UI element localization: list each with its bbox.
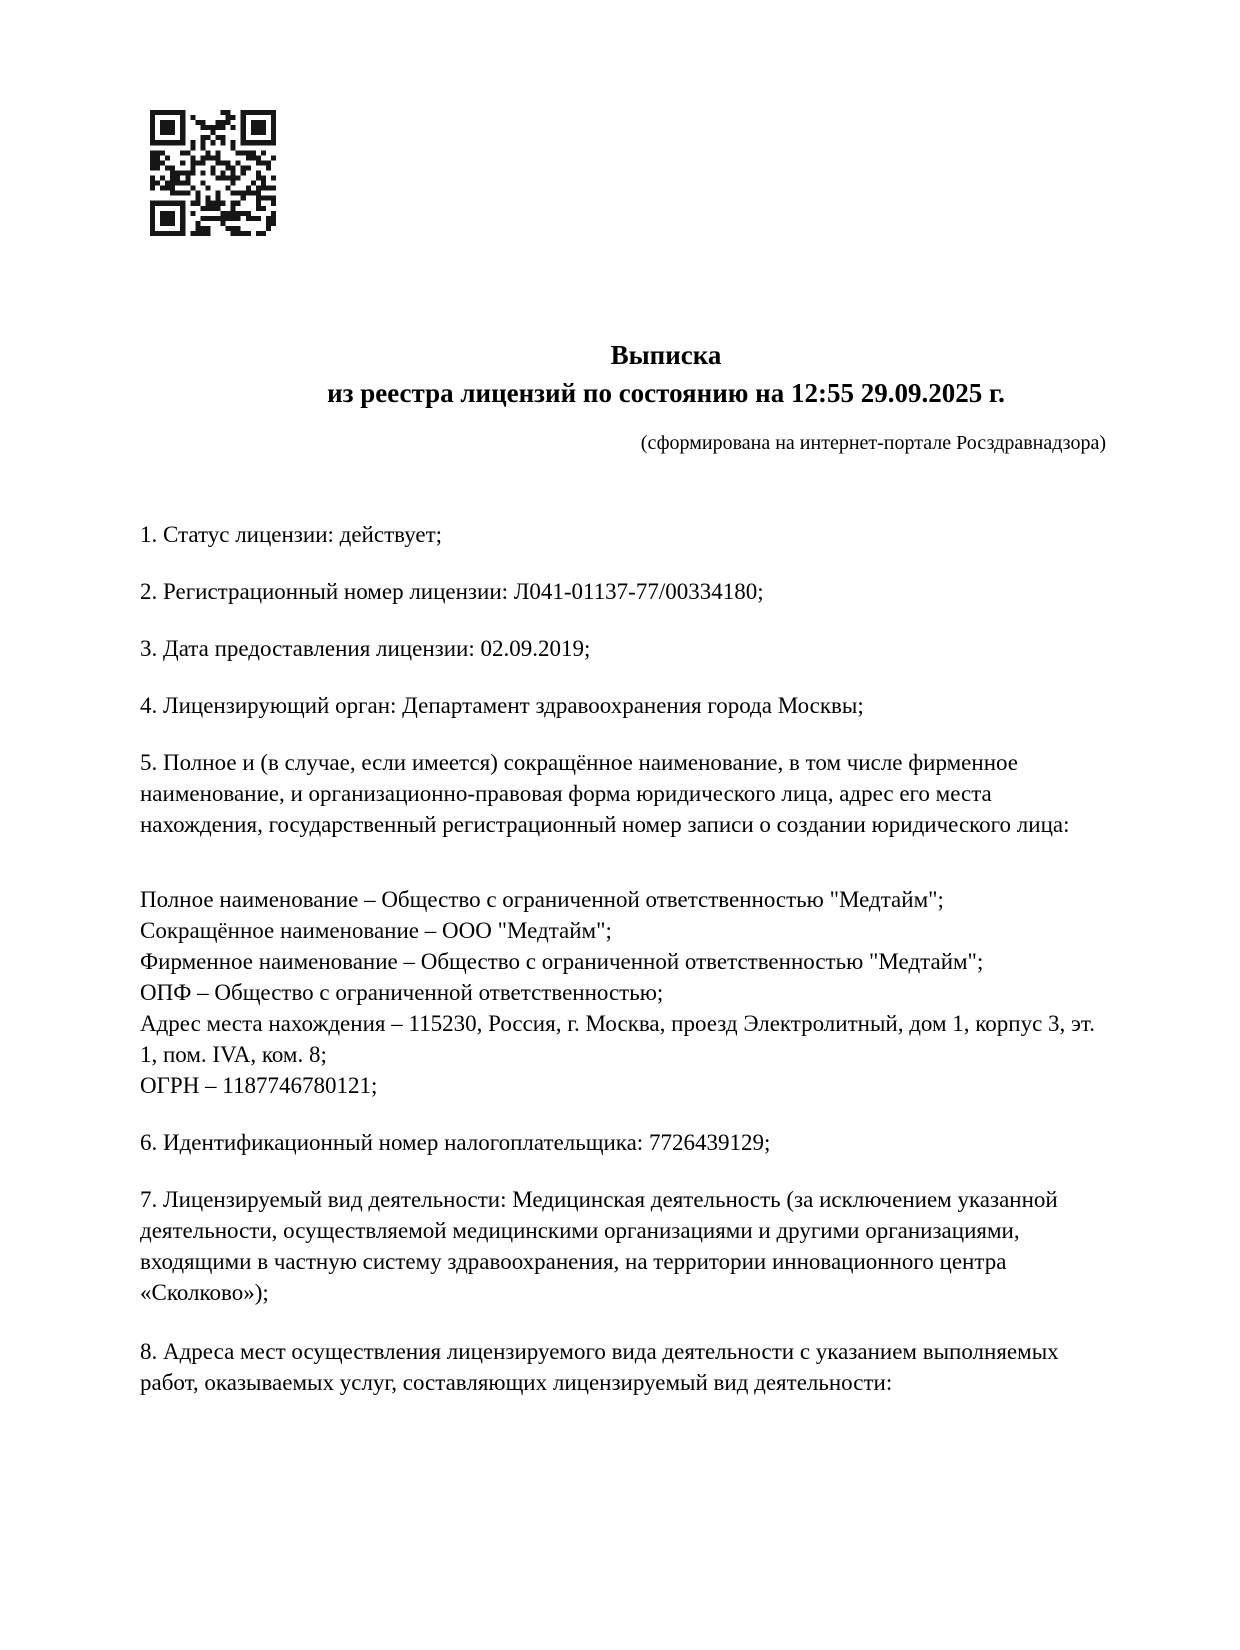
company-legal-form-line: ОПФ – Общество с ограниченной ответственностью;: [140, 980, 664, 1005]
company-brand-name-line: Фирменное наименование – Общество с ограниченной ответственностью "Медтайм";: [140, 949, 984, 974]
licensing-authority-line: 4. Лицензирующий орган: Департамент здравоохранения города Москвы;: [140, 693, 864, 718]
licensed-activity-paragraph: 7. Лицензируемый вид деятельности: Медицинская деятельность (за исключением указанной деятельности, осуществляемой медицинскими организациями и другими организациями, входящими в частную систему здравоохранения, на территории инновационного центра «Сколково»);: [140, 1187, 1058, 1305]
document-title-line1: Выписка: [610, 340, 722, 370]
activity-addresses-intro-paragraph: 8. Адреса мест осуществления лицензируемого вида деятельности с указанием выполняемых работ, оказываемых услуг, составляющих лицензируемый вид деятельности:: [140, 1339, 1059, 1395]
grant-date-line: 3. Дата предоставления лицензии: 02.09.2019;: [140, 636, 591, 661]
qr-code-icon: [150, 110, 276, 236]
document-title: [228, 336, 1104, 412]
company-ogrn-line: ОГРН – 1187746780121;: [140, 1073, 378, 1098]
document-subtitle: (сформирована на интернет-портале Росздравнадзора): [640, 432, 1106, 454]
company-address-line: Адрес места нахождения – 115230, Россия, г. Москва, проезд Электролитный, дом 1, корпус 3, эт. 1, пом. IVA, ком. 8;: [140, 1011, 1095, 1067]
company-details-block: [140, 884, 1108, 1101]
license-status-line: 1. Статус лицензии: действует;: [140, 522, 443, 547]
company-name-intro-paragraph: 5. Полное и (в случае, если имеется) сокращённое наименование, в том числе фирменное наименование, и организационно-правовая форма юридического лица, адрес его места нахождения, государственный регистрационный номер записи о создании юридического лица:: [140, 750, 1070, 837]
registration-number-line: 2. Регистрационный номер лицензии: Л041-01137-77/00334180;: [140, 579, 764, 604]
taxpayer-number-line: 6. Идентификационный номер налогоплательщика: 7726439129;: [140, 1130, 771, 1155]
company-short-name-line: Сокращённое наименование – ООО "Медтайм";: [140, 918, 612, 943]
document-title-line2: из реестра лицензий по состоянию на 12:55 29.09.2025 г.: [327, 378, 1005, 408]
company-full-name-line: Полное наименование – Общество с ограниченной ответственностью "Медтайм";: [140, 887, 944, 912]
